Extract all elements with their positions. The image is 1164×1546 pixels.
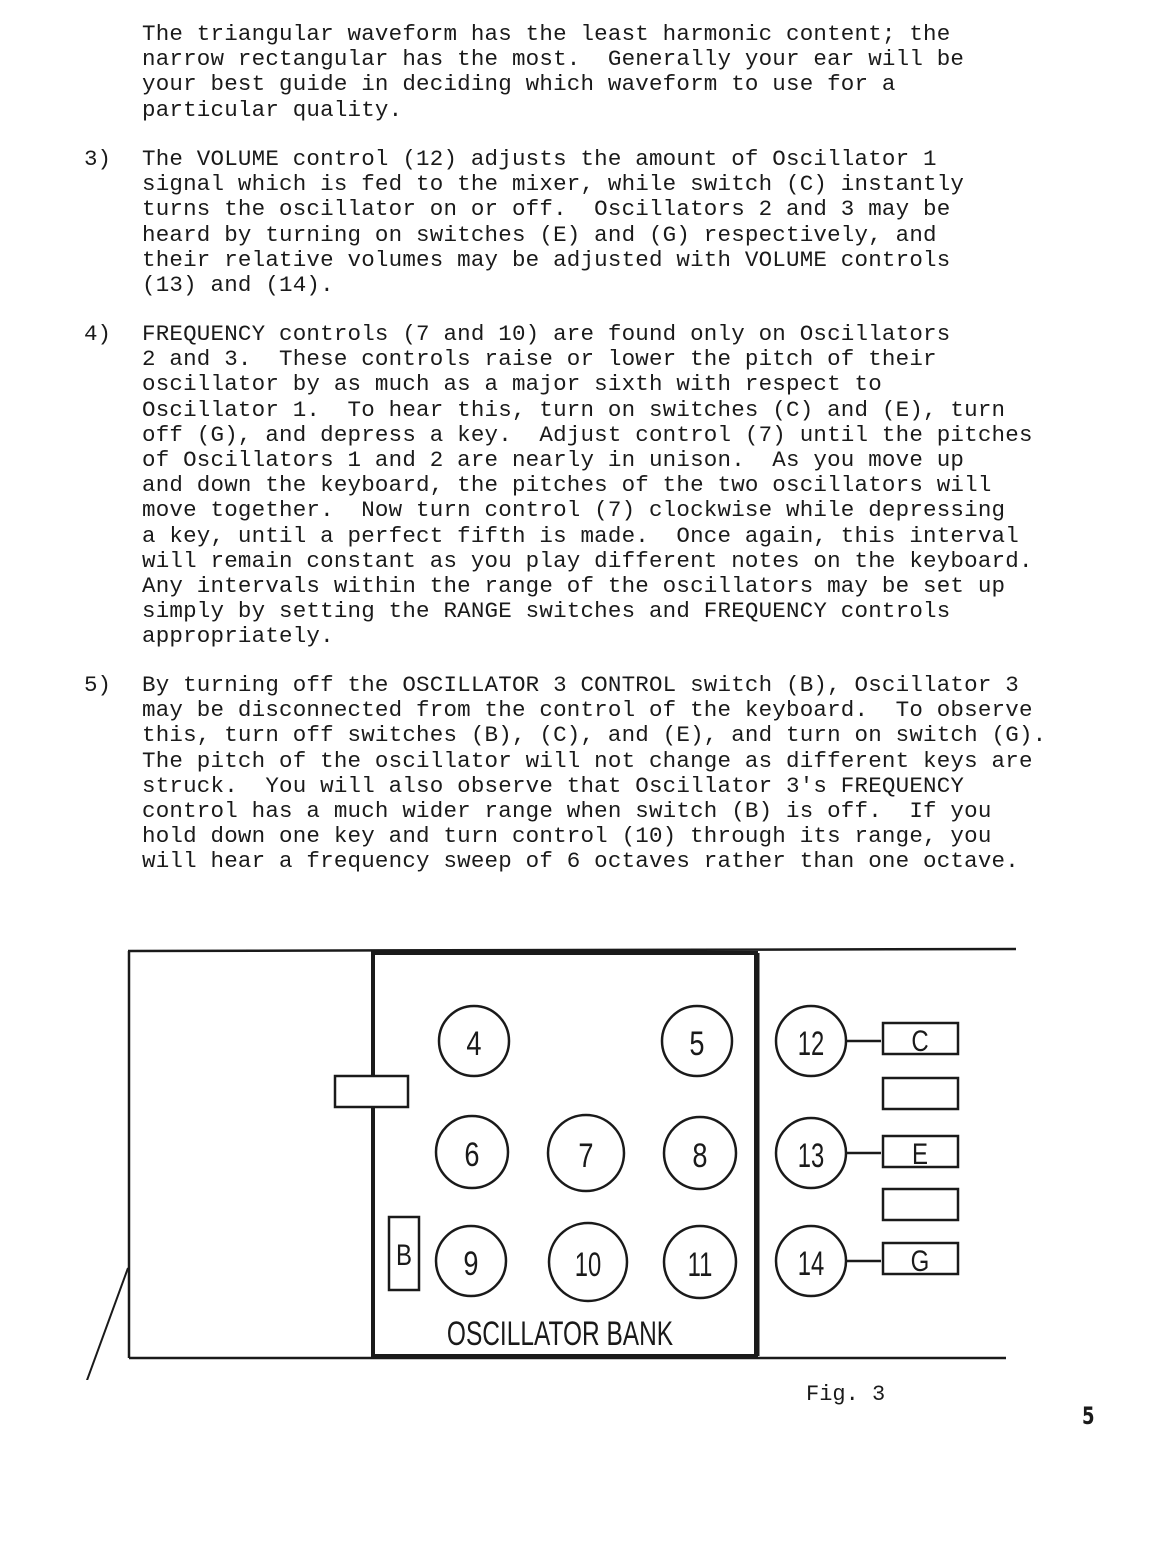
item-4-number: 4)	[84, 321, 112, 347]
text-line: heard by turning on switches (E) and (G) respectively, and	[142, 221, 937, 248]
knob-7-label: 7	[578, 1136, 594, 1175]
oscillator-bank-label: OSCILLATOR BANK	[446, 1315, 674, 1354]
text-line: control has a much wider range when switch (B) is off. If you	[142, 798, 992, 825]
knob-12-label: 12	[797, 1024, 825, 1064]
text-line: may be disconnected from the control of the keyboard. To observe	[142, 697, 1033, 724]
text-line: of Oscillators 1 and 2 are nearly in unison. As you move up	[142, 447, 965, 474]
text-line: a key, until a perfect fifth is made. Once again, this interval	[142, 522, 1019, 549]
text-line: Any intervals within the range of the oscillators may be set up	[142, 573, 1006, 600]
blank-switch-2	[883, 1189, 958, 1220]
switch-g-label: G	[910, 1243, 930, 1278]
item-3-paragraph	[142, 147, 1152, 298]
item-3-number: 3)	[84, 146, 112, 172]
knob-13-label: 13	[797, 1136, 825, 1176]
knob-14-label: 14	[797, 1244, 825, 1284]
knob-11-label: 11	[687, 1245, 713, 1285]
blank-switch-1	[883, 1078, 958, 1109]
text-line: off (G), and depress a key. Adjust control (7) until the pitches	[142, 421, 1033, 448]
text-line: signal which is fed to the mixer, while switch (C) instantly	[142, 171, 965, 198]
text-line: By turning off the OSCILLATOR 3 CONTROL switch (B), Oscillator 3	[142, 672, 1019, 698]
knob-8-label: 8	[692, 1136, 708, 1175]
text-line: FREQUENCY controls (7 and 10) are found only on Oscillators	[142, 321, 951, 347]
text-line: Oscillator 1. To hear this, turn on switches (C) and (E), turn	[142, 396, 1006, 423]
knob-6-label: 6	[464, 1135, 480, 1174]
text-line: your best guide in deciding which waveform to use for a	[142, 71, 896, 98]
text-line: The pitch of the oscillator will not change as different keys are	[142, 747, 1033, 774]
switch-c-label: C	[911, 1023, 929, 1058]
text-line: narrow rectangular has the most. Generally your ear will be	[142, 46, 965, 73]
oscillator-bank-diagram	[0, 940, 1164, 1380]
text-line: and down the keyboard, the pitches of the two oscillators will	[142, 472, 992, 499]
knob-5-label: 5	[689, 1024, 705, 1063]
knob-9-label: 9	[463, 1244, 479, 1283]
text-line: appropriately.	[142, 623, 334, 650]
switch-e-label: E	[911, 1136, 929, 1171]
figure-caption: Fig. 3	[806, 1382, 886, 1407]
text-line: simply by setting the RANGE switches and FREQUENCY controls	[142, 598, 951, 625]
text-line: 2 and 3. These controls raise or lower the pitch of their	[142, 346, 937, 373]
text-line: oscillator by as much as a major sixth with respect to	[142, 371, 882, 398]
switch-b-label: B	[395, 1237, 413, 1272]
text-line: struck. You will also observe that Oscillator 3's FREQUENCY	[142, 772, 965, 799]
item-5-paragraph	[142, 673, 1152, 875]
text-line: will hear a frequency sweep of 6 octaves rather than one octave.	[142, 848, 1019, 875]
page-number: 5	[1082, 1402, 1095, 1430]
item-4-paragraph	[142, 322, 1152, 650]
item-5-number: 5)	[84, 672, 112, 698]
text-line: The triangular waveform has the least harmonic content; the	[142, 21, 951, 47]
text-line: turns the oscillator on or off. Oscillators 2 and 3 may be	[142, 196, 951, 223]
intro-paragraph	[142, 22, 1152, 123]
text-line: particular quality.	[142, 96, 403, 123]
panel-hinge-line	[86, 1268, 128, 1380]
panel-top-edge	[128, 949, 1016, 951]
text-line: (13) and (14).	[142, 272, 334, 299]
knob-10-label: 10	[574, 1245, 602, 1285]
panel-tab	[335, 1076, 408, 1107]
knob-4-label: 4	[466, 1024, 482, 1063]
text-line: will remain constant as you play different notes on the keyboard.	[142, 547, 1033, 574]
text-line: their relative volumes may be adjusted with VOLUME controls	[142, 246, 951, 273]
text-line: this, turn off switches (B), (C), and (E), and turn on switch (G).	[142, 722, 1047, 749]
text-line: The VOLUME control (12) adjusts the amount of Oscillator 1	[142, 146, 937, 172]
text-line: move together. Now turn control (7) clockwise while depressing	[142, 497, 1006, 524]
text-line: hold down one key and turn control (10) through its range, you	[142, 823, 992, 850]
